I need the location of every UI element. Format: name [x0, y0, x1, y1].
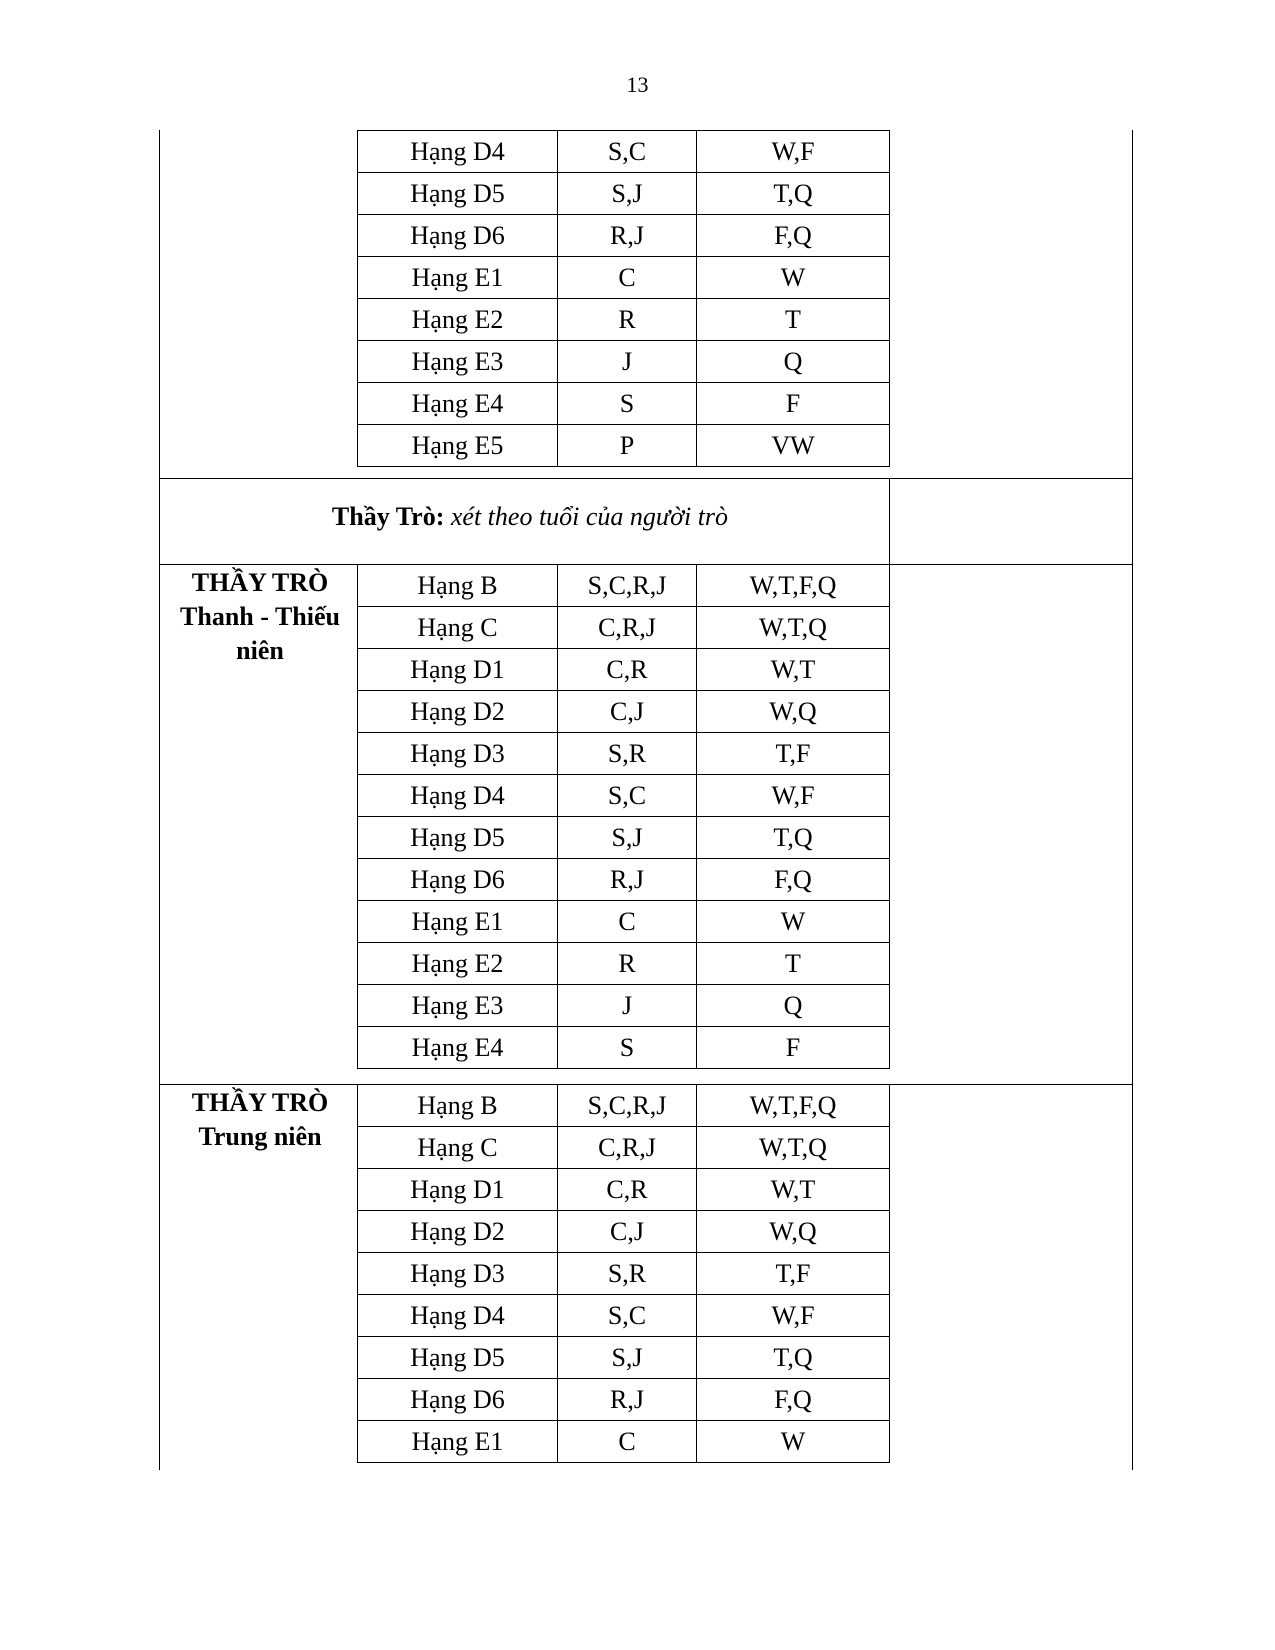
- code-cell: S,J: [558, 817, 697, 859]
- code-cell: C,R: [558, 1169, 697, 1211]
- table-row: [358, 691, 890, 733]
- group-label-line: THẦY TRÒ: [191, 1088, 329, 1117]
- rank-cell: Hạng D6: [358, 215, 558, 257]
- rank-cell: Hạng B: [358, 1085, 558, 1127]
- section-title-bold: Thầy Trò:: [331, 502, 445, 531]
- code-cell: W: [697, 257, 890, 299]
- code-cell: P: [558, 425, 697, 467]
- rank-cell: Hạng E1: [358, 1421, 558, 1463]
- code-cell: R: [558, 943, 697, 985]
- rank-cell: Hạng D2: [358, 691, 558, 733]
- code-cell: Q: [697, 985, 890, 1027]
- code-cell: C,J: [558, 1211, 697, 1253]
- group-label-line: THẦY TRÒ: [191, 568, 329, 597]
- table-row: [358, 817, 890, 859]
- code-cell: R,J: [558, 1379, 697, 1421]
- rank-cell: Hạng E4: [358, 383, 558, 425]
- code-cell: J: [558, 341, 697, 383]
- section-title-italic: xét theo tuổi của người trò: [444, 502, 729, 531]
- table-row: [358, 1253, 890, 1295]
- group-label-line: Thanh - Thiếu: [180, 602, 340, 631]
- code-cell: VW: [697, 425, 890, 467]
- rank-cell: Hạng D6: [358, 1379, 558, 1421]
- table-row: [358, 1169, 890, 1211]
- table-row: [358, 1127, 890, 1169]
- table-row: [358, 1379, 890, 1421]
- code-cell: C,R: [558, 649, 697, 691]
- table-row: [358, 649, 890, 691]
- code-cell: W,T: [697, 649, 890, 691]
- table-row: [358, 425, 890, 467]
- table-row: [358, 901, 890, 943]
- code-cell: T: [697, 943, 890, 985]
- code-cell: S,C: [558, 775, 697, 817]
- code-cell: W,Q: [697, 1211, 890, 1253]
- table-row: [358, 341, 890, 383]
- code-cell: S,R: [558, 733, 697, 775]
- code-cell: F,Q: [697, 859, 890, 901]
- table-row: [358, 859, 890, 901]
- rank-cell: Hạng D5: [358, 1337, 558, 1379]
- rank-cell: Hạng D4: [358, 1295, 558, 1337]
- table-row: [358, 1085, 890, 1127]
- code-cell: T,Q: [697, 173, 890, 215]
- code-cell: S: [558, 383, 697, 425]
- section-top-border: [159, 478, 1132, 479]
- code-cell: R,J: [558, 859, 697, 901]
- rank-cell: Hạng D3: [358, 1253, 558, 1295]
- table-row: [358, 215, 890, 257]
- code-cell: R,J: [558, 215, 697, 257]
- rank-cell: Hạng B: [358, 565, 558, 607]
- code-cell: J: [558, 985, 697, 1027]
- code-cell: R: [558, 299, 697, 341]
- table-row: [358, 1295, 890, 1337]
- outer-left-border: [159, 130, 160, 1470]
- rank-cell: Hạng C: [358, 1127, 558, 1169]
- table-row: [358, 1337, 890, 1379]
- code-cell: C: [558, 901, 697, 943]
- rank-cell: Hạng D4: [358, 775, 558, 817]
- code-cell: S,C: [558, 1295, 697, 1337]
- rank-cell: Hạng C: [358, 607, 558, 649]
- group-label-trung-nien: [160, 1086, 360, 1154]
- code-cell: W,F: [697, 1295, 890, 1337]
- table-row: [358, 985, 890, 1027]
- code-cell: W,T: [697, 1169, 890, 1211]
- code-cell: W: [697, 901, 890, 943]
- code-cell: S,R: [558, 1253, 697, 1295]
- section-title: [160, 500, 900, 534]
- code-cell: W,T,F,Q: [697, 565, 890, 607]
- rank-cell: Hạng D1: [358, 649, 558, 691]
- code-cell: F: [697, 383, 890, 425]
- code-cell: S,J: [558, 1337, 697, 1379]
- rank-cell: Hạng D3: [358, 733, 558, 775]
- table-row: [358, 383, 890, 425]
- table-row: [358, 131, 890, 173]
- table-row: [358, 565, 890, 607]
- rank-cell: Hạng D4: [358, 131, 558, 173]
- code-cell: C: [558, 1421, 697, 1463]
- table-row: [358, 257, 890, 299]
- code-cell: W,F: [697, 775, 890, 817]
- rank-cell: Hạng E3: [358, 341, 558, 383]
- page-number: 13: [626, 72, 649, 97]
- table-row: [358, 299, 890, 341]
- code-cell: F,Q: [697, 1379, 890, 1421]
- code-cell: S,J: [558, 173, 697, 215]
- outer-right-border: [1132, 130, 1133, 1470]
- code-cell: T,Q: [697, 817, 890, 859]
- code-cell: W,T,F,Q: [697, 1085, 890, 1127]
- group-label-line: Trung niên: [198, 1122, 322, 1151]
- rank-cell: Hạng E1: [358, 901, 558, 943]
- code-cell: C,R,J: [558, 607, 697, 649]
- trung-nien-rank-table: [357, 1084, 890, 1463]
- code-cell: Q: [697, 341, 890, 383]
- code-cell: T,F: [697, 1253, 890, 1295]
- rank-cell: Hạng E5: [358, 425, 558, 467]
- code-cell: S,C,R,J: [558, 565, 697, 607]
- code-cell: S: [558, 1027, 697, 1069]
- rank-cell: Hạng E2: [358, 299, 558, 341]
- code-cell: W,F: [697, 131, 890, 173]
- table-row: [358, 607, 890, 649]
- code-cell: T,Q: [697, 1337, 890, 1379]
- rank-cell: Hạng D1: [358, 1169, 558, 1211]
- rank-cell: Hạng E1: [358, 257, 558, 299]
- top-rank-table: [357, 130, 890, 467]
- table-row: [358, 1211, 890, 1253]
- rank-cell: Hạng D5: [358, 173, 558, 215]
- table-row: [358, 775, 890, 817]
- rank-cell: Hạng E2: [358, 943, 558, 985]
- code-cell: C,J: [558, 691, 697, 733]
- group-label-thanh-thieu-nien: [160, 566, 360, 668]
- rank-cell: Hạng D6: [358, 859, 558, 901]
- code-cell: S,C: [558, 131, 697, 173]
- code-cell: F: [697, 1027, 890, 1069]
- code-cell: W: [697, 1421, 890, 1463]
- code-cell: F,Q: [697, 215, 890, 257]
- rank-cell: Hạng D5: [358, 817, 558, 859]
- table-row: [358, 1421, 890, 1463]
- table-row: [358, 1027, 890, 1069]
- rank-cell: Hạng E3: [358, 985, 558, 1027]
- code-cell: C: [558, 257, 697, 299]
- table-row: [358, 733, 890, 775]
- table-row: [358, 173, 890, 215]
- code-cell: S,C,R,J: [558, 1085, 697, 1127]
- code-cell: T: [697, 299, 890, 341]
- group-label-line: niên: [236, 636, 284, 665]
- rank-cell: Hạng E4: [358, 1027, 558, 1069]
- rank-cell: Hạng D2: [358, 1211, 558, 1253]
- table-row: [358, 943, 890, 985]
- thanh-thieu-nien-rank-table: [357, 564, 890, 1069]
- code-cell: W,T,Q: [697, 1127, 890, 1169]
- code-cell: C,R,J: [558, 1127, 697, 1169]
- code-cell: W,T,Q: [697, 607, 890, 649]
- code-cell: T,F: [697, 733, 890, 775]
- code-cell: W,Q: [697, 691, 890, 733]
